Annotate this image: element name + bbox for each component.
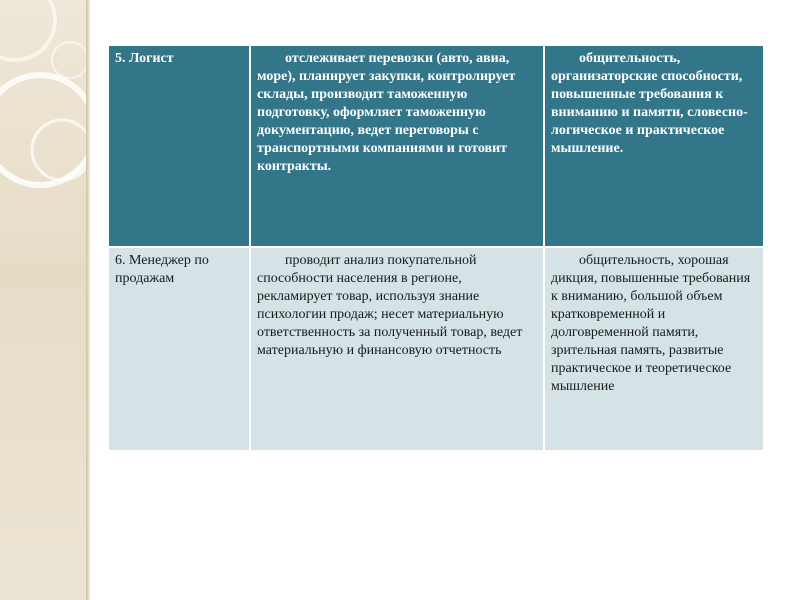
requirements-cell: общительность, хорошая дикция, повышенные требования к вниманию, большой объем кратковременной и долговременной памяти, зрительная память, развитые практическое и теоретическое мышление	[544, 247, 764, 451]
band-divider	[86, 0, 90, 600]
duties-cell: проводит анализ покупательной способности населения в регионе, рекламирует товар, используя знание психологии продаж; несет материальную ответственность за полученный товар, ведет материальную и финансовую отчетность	[250, 247, 544, 451]
table-row	[108, 45, 764, 247]
professions-table-wrapper	[107, 44, 763, 452]
table-row	[108, 247, 764, 451]
profession-cell: 5. Логист	[108, 45, 250, 247]
requirements-cell: общительность, организаторские способности, повышенные требования к вниманию и памяти, словесно-логическое и практическое мышление.	[544, 45, 764, 247]
profession-cell: 6. Менеджер по продажам	[108, 247, 250, 451]
duties-cell: отслеживает перевозки (авто, авиа, море), планирует закупки, контролирует склады, производит таможенную подготовку, оформляет таможенную документацию, ведет переговоры с транспортными компаниями и готовит контракты.	[250, 45, 544, 247]
professions-table	[107, 44, 765, 452]
decorative-band	[0, 0, 86, 600]
decorative-circles-icon	[0, 0, 86, 600]
